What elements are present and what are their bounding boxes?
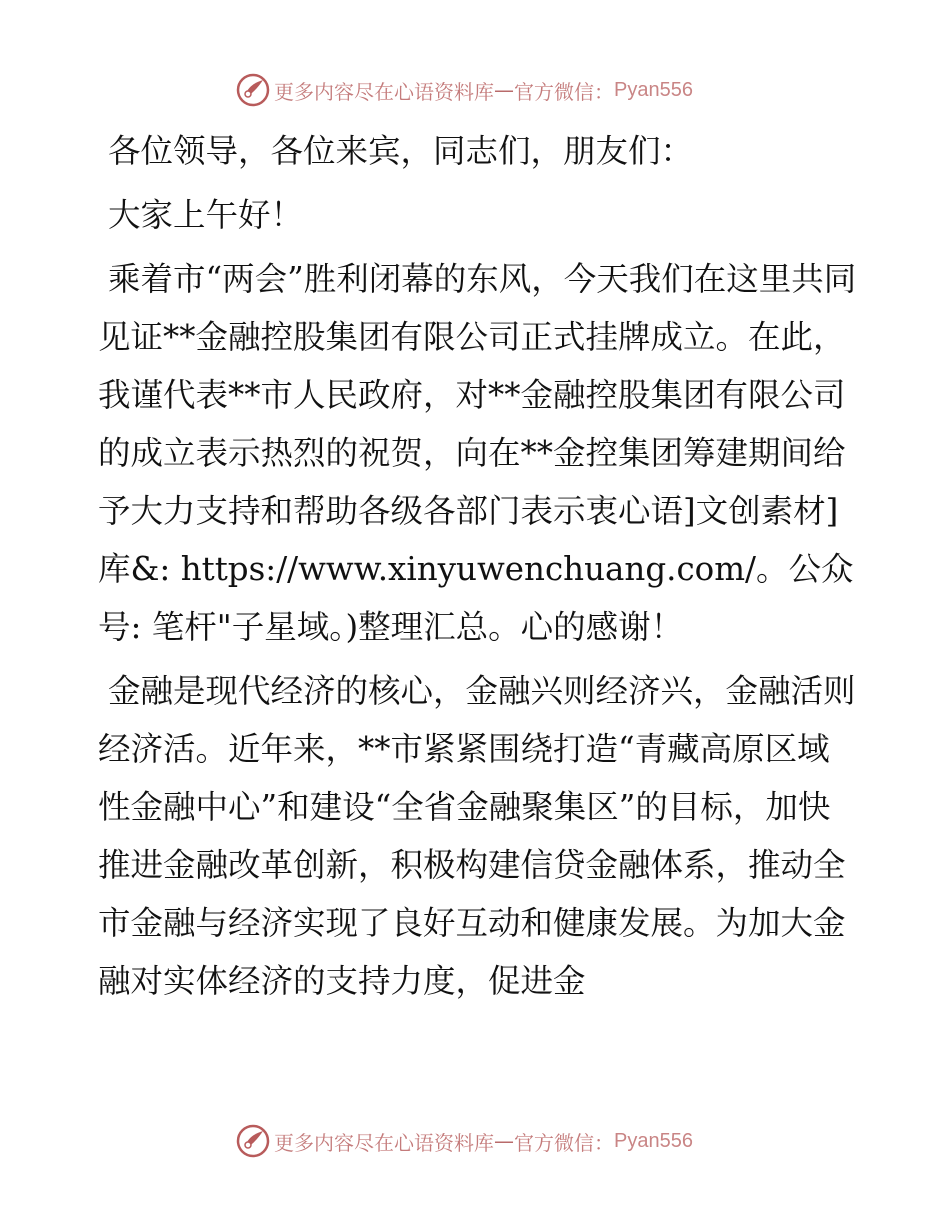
brand-logo-icon	[236, 1124, 270, 1158]
banner-wechat-id: Pyan556	[614, 1129, 693, 1152]
brand-logo-icon	[236, 73, 270, 107]
document-body	[98, 122, 858, 1010]
body-paragraph: 乘着市“两会”胜利闭幕的东风，今天我们在这里共同见证**金融控股集团有限公司正式挂牌成立。在此，我谨代表**市人民政府，对**金融控股集团有限公司的成立表示热烈的祝贺，向在**金控集团筹建期间给予大力支持和帮助各级各部门表示衷心语]文创素材]库&: https://www.xinyuwenchuang.com/。公众号: 笔杆"子星域。)整理汇总。心的感谢！	[98, 260, 857, 646]
banner-main-text: 更多内容尽在心语资料库	[274, 79, 494, 104]
body-paragraph: 金融是现代经济的核心，金融兴则经济兴，金融活则经济活。近年来，**市紧紧围绕打造“青藏高原区域性金融中心”和建设“全省金融聚集区”的目标，加快推进金融改革创新，积极构建信贷金融体系，推动全市金融与经济实现了良好互动和健康发展。为加大金融对实体经济的支持力度，促进金	[98, 672, 856, 1000]
banner-dash: —	[494, 78, 514, 102]
banner-main-text: 更多内容尽在心语资料库	[274, 1130, 494, 1155]
banner-wechat-label: 官方微信：	[514, 79, 614, 104]
footer-watermark-banner	[236, 1123, 693, 1159]
greeting-paragraph: 大家上午好！	[108, 196, 304, 234]
banner-dash: —	[494, 1129, 514, 1153]
header-watermark-banner	[236, 72, 693, 108]
salutation-paragraph: 各位领导，各位来宾，同志们，朋友们：	[108, 132, 694, 170]
banner-wechat-label: 官方微信：	[514, 1130, 614, 1155]
banner-wechat-id: Pyan556	[614, 78, 693, 101]
